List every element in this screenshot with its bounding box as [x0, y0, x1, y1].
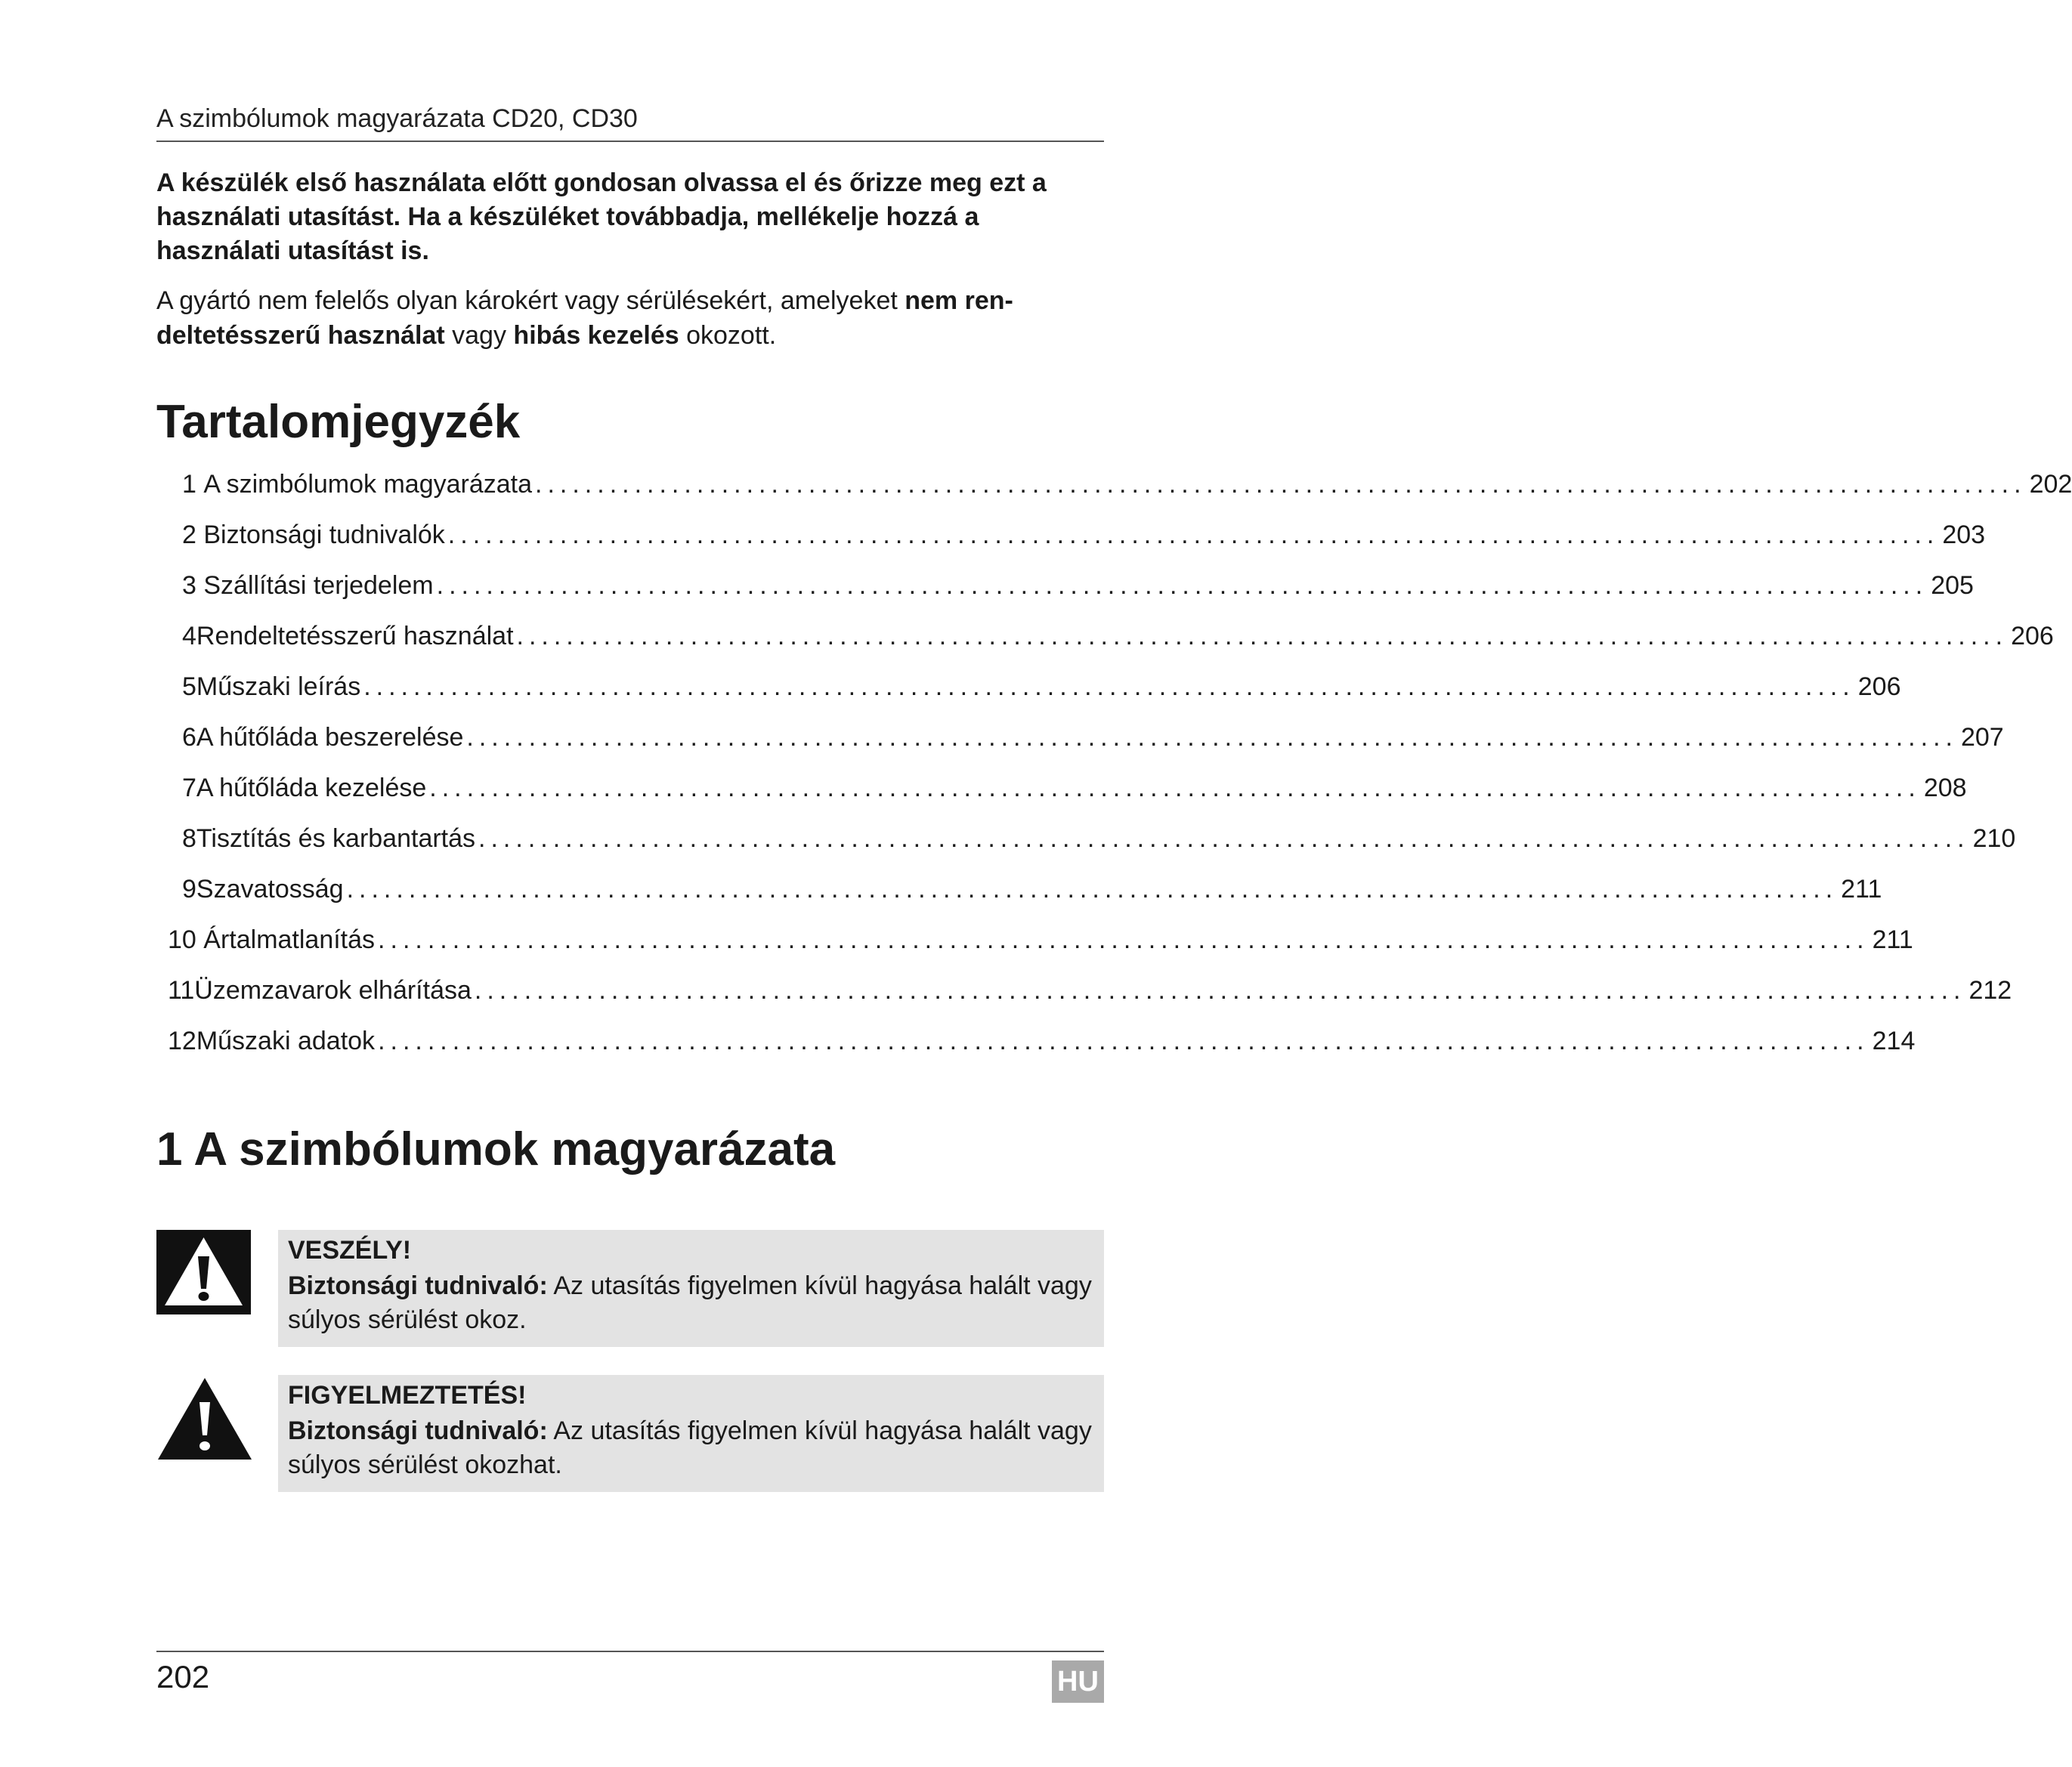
toc-item-page: 206 — [2011, 622, 2054, 650]
toc-item-title: Szavatosság — [196, 875, 344, 904]
toc-item-title: Ártalmatlanítás — [203, 925, 376, 954]
warning-label: Biztonsági tudnivaló: — [288, 1416, 548, 1445]
intro-text-2: vagy — [444, 321, 514, 350]
toc-item-title: Tisztítás és karbantartás — [196, 824, 476, 853]
warning-description — [288, 1414, 1096, 1482]
toc-item-number: 1 — [182, 470, 196, 499]
toc-item-number: 3 — [182, 571, 196, 600]
danger-label: Biztonsági tudnivaló: — [288, 1271, 548, 1300]
toc-item[interactable] — [168, 1024, 1916, 1058]
toc-item[interactable] — [182, 468, 2072, 501]
toc-leader: ........................................................................................................................ — [478, 824, 1970, 853]
toc-item-number: 8 — [182, 824, 196, 853]
toc-item-page: 214 — [1872, 1027, 1916, 1055]
toc-heading: Tartalomjegyzék — [156, 396, 521, 448]
page-number: 202 — [156, 1659, 210, 1694]
toc-item-page: 203 — [1942, 521, 1986, 549]
intro-bold-2: hibás kezelés — [513, 321, 679, 350]
toc-item[interactable] — [182, 721, 2004, 754]
toc-item-number: 12 — [168, 1027, 196, 1055]
toc-item[interactable] — [182, 670, 1901, 703]
toc-item-page: 205 — [1931, 571, 1974, 600]
toc-item-number: 4 — [182, 622, 196, 650]
toc-leader: ........................................................................................................................ — [429, 774, 1921, 802]
intro-text-3: okozott. — [679, 321, 777, 350]
toc-leader: ........................................................................................................................ — [516, 622, 2009, 650]
toc-item[interactable] — [182, 822, 2016, 855]
toc-item-page: 212 — [1968, 976, 2012, 1005]
danger-text: Az utasítás figyelmen kívül hagyása halált vagy súlyos sérülést okoz. — [288, 1271, 1092, 1334]
toc-leader: ........................................................................................................................ — [436, 571, 1928, 600]
language-badge: HU — [1052, 1660, 1104, 1703]
toc-item-number: 7 — [182, 774, 196, 802]
toc-item-page: 211 — [1872, 925, 1913, 954]
toc-leader: ........................................................................................................................ — [363, 672, 1855, 701]
toc-item[interactable] — [182, 771, 1967, 805]
intro-bold-paragraph: A készülék első használata előtt gondosan olvassa el és őrizze meg ezt a használati utasítást. Ha a készüléket továbbadja, mellékelje hozzá a használati utasítást is. — [156, 168, 1047, 265]
toc-item-number: 2 — [182, 521, 196, 549]
toc-item-number: 11 — [168, 976, 195, 1005]
warning-text: Az utasítás figyelmen kívül hagyása halált vagy súlyos sérülést okozhat. — [288, 1416, 1092, 1479]
toc-leader: ........................................................................................................................ — [378, 1027, 1869, 1055]
toc-leader: ........................................................................................................................ — [346, 875, 1839, 904]
toc-item-number: 9 — [182, 875, 196, 904]
intro-bold-1: nem ren-deltetésszerű használat — [156, 286, 1013, 350]
warning-title: FIGYELMEZTETÉS! — [288, 1381, 527, 1410]
toc-item-page: 206 — [1857, 672, 1901, 701]
toc-item[interactable] — [168, 923, 1913, 956]
intro-paragraph — [156, 283, 1104, 353]
toc-item[interactable] — [182, 518, 1986, 551]
danger-notice — [278, 1230, 1104, 1347]
toc-item-title: A szimbólumok magyarázata — [203, 470, 533, 499]
toc-item-title: Üzemzavarok elhárítása — [194, 976, 472, 1005]
toc-item-title: Biztonsági tudnivalók — [203, 521, 445, 549]
toc-leader: ........................................................................................................................ — [535, 470, 2027, 499]
toc-leader: ........................................................................................................................ — [378, 925, 1869, 954]
toc-item-page: 202 — [2029, 470, 2072, 499]
danger-title: VESZÉLY! — [288, 1236, 412, 1265]
running-header: A szimbólumok magyarázata CD20, CD30 — [156, 104, 638, 133]
toc-item-title: A hűtőláda beszerelése — [196, 723, 464, 752]
toc-item-title: A hűtőláda kezelése — [196, 774, 427, 802]
toc-item-page: 210 — [1972, 824, 2016, 853]
warning-icon — [156, 1376, 253, 1461]
toc-item-title: Műszaki adatok — [196, 1027, 376, 1055]
toc-item-number: 6 — [182, 723, 196, 752]
toc-item[interactable] — [182, 619, 2054, 653]
toc-item-number: 10 — [168, 925, 196, 954]
toc-leader: ........................................................................................................................ — [466, 723, 1958, 752]
toc-item-title: Műszaki leírás — [196, 672, 361, 701]
toc-item-page: 207 — [1960, 723, 2004, 752]
toc-item[interactable] — [182, 569, 1974, 602]
toc-item[interactable] — [182, 873, 1882, 906]
header-rule — [156, 141, 1104, 142]
danger-icon — [156, 1230, 251, 1314]
toc-item[interactable] — [168, 974, 2012, 1007]
toc-item-number: 5 — [182, 672, 196, 701]
warning-notice — [278, 1375, 1104, 1492]
toc-item-title: Szállítási terjedelem — [203, 571, 434, 600]
toc-item-title: Rendeltetésszerű használat — [196, 622, 514, 650]
toc-leader: ........................................................................................................................ — [447, 521, 1940, 549]
toc-item-page: 211 — [1841, 875, 1882, 904]
danger-description — [288, 1269, 1096, 1337]
toc-item-page: 208 — [1923, 774, 1967, 802]
toc-leader: ........................................................................................................................ — [474, 976, 1966, 1005]
footer-rule — [156, 1651, 1104, 1652]
section-heading: 1 A szimbólumok magyarázata — [156, 1123, 836, 1175]
intro-text-1: A gyártó nem felelős olyan károkért vagy sérülésekért, amelyeket — [156, 286, 905, 315]
